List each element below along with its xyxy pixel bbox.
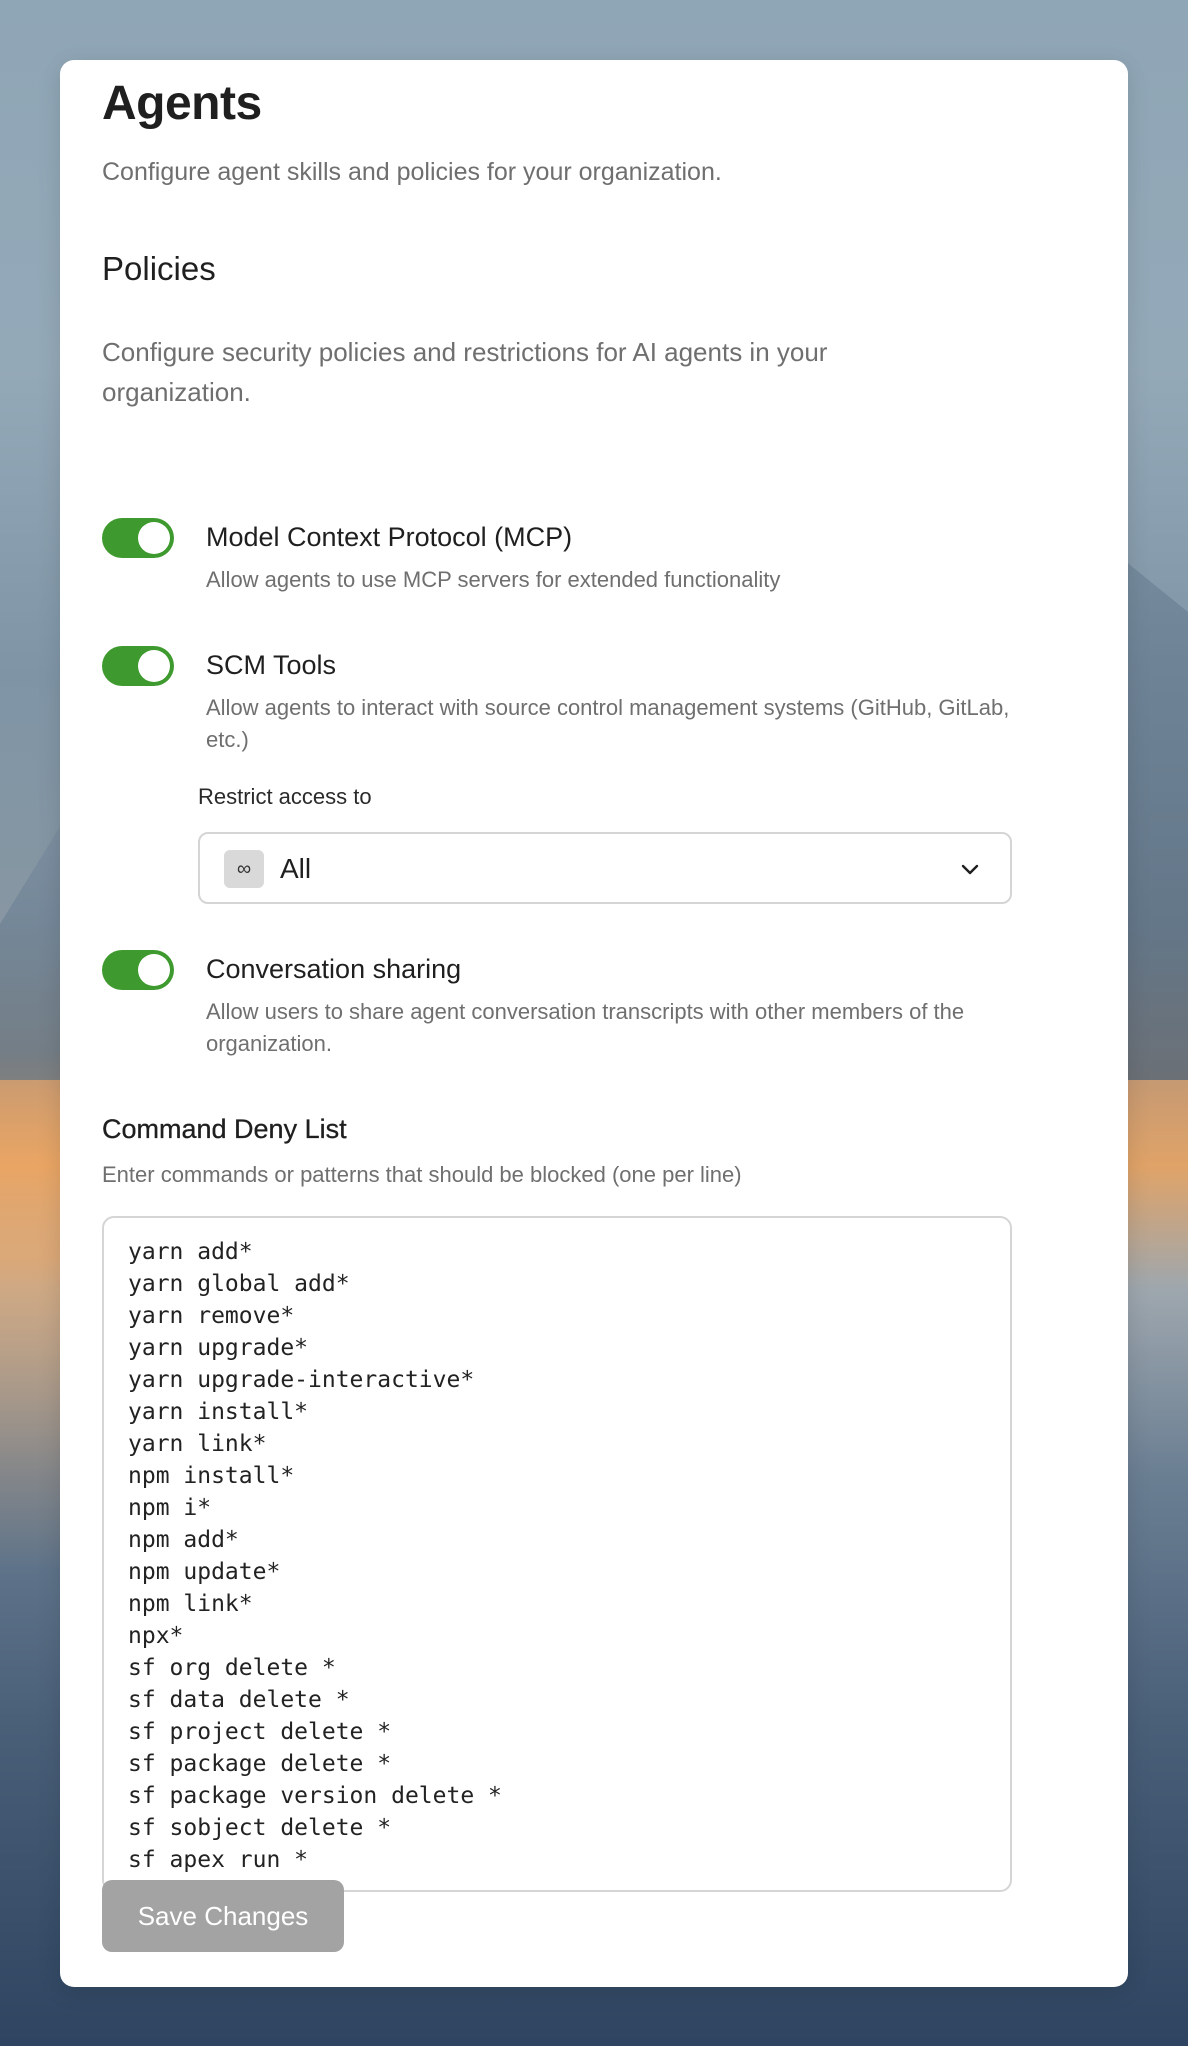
policy-title: Model Context Protocol (MCP) — [206, 522, 573, 552]
policy-description: Allow agents to interact with source control management systems (GitHub, GitLab, etc.) — [206, 695, 1010, 752]
deny-list-textarea[interactable] — [102, 1216, 1012, 1892]
deny-list-line: npm add* — [128, 1527, 239, 1553]
toggle-knob — [138, 522, 170, 554]
deny-list-line: sf sobject delete * — [128, 1815, 392, 1841]
deny-list-line: sf package version delete * — [128, 1783, 502, 1809]
deny-list-line: npm link* — [128, 1591, 253, 1617]
deny-list-description: Enter commands or patterns that should be blocked (one per line) — [102, 1162, 742, 1187]
deny-list-line: yarn remove* — [128, 1303, 295, 1329]
toggle-knob — [138, 954, 170, 986]
chevron-down-icon — [960, 860, 980, 880]
deny-list-line: sf org delete * — [128, 1655, 336, 1681]
conversation-sharing-toggle[interactable] — [102, 950, 174, 990]
deny-list-line: yarn link* — [128, 1431, 267, 1457]
deny-list-line: npm update* — [128, 1559, 281, 1585]
infinity-icon: ∞ — [224, 850, 264, 888]
restrict-access-value: All — [280, 853, 312, 884]
deny-list-line: npx* — [128, 1623, 184, 1649]
save-changes-button[interactable]: Save Changes — [102, 1880, 344, 1952]
page-subtitle: Configure agent skills and policies for your organization. — [102, 158, 722, 186]
toggle-knob — [138, 650, 170, 682]
mcp-toggle[interactable] — [102, 518, 174, 558]
deny-list-line: yarn upgrade* — [128, 1335, 309, 1361]
deny-list-line: yarn global add* — [128, 1271, 350, 1297]
settings-card — [60, 60, 1128, 1987]
policy-description: Allow agents to use MCP servers for extended functionality — [206, 567, 781, 592]
deny-list-line: sf apex run * — [128, 1847, 309, 1873]
deny-list-line: sf project delete * — [128, 1719, 392, 1745]
page-title: Agents — [102, 77, 262, 130]
deny-list-line: sf data delete * — [128, 1687, 350, 1713]
policy-title: SCM Tools — [206, 650, 337, 680]
deny-list-line: yarn add* — [128, 1239, 253, 1265]
deny-list-line: yarn install* — [128, 1399, 309, 1425]
deny-list-line: npm install* — [128, 1463, 295, 1489]
deny-list-line: sf package delete * — [128, 1751, 392, 1777]
policy-description: Allow users to share agent conversation transcripts with other members of the organization. — [206, 999, 965, 1056]
policy-title: Conversation sharing — [206, 954, 462, 984]
scm-tools-toggle[interactable] — [102, 646, 174, 686]
policies-section-title: Policies — [102, 250, 216, 287]
restrict-access-select[interactable] — [198, 832, 1012, 904]
deny-list-line: yarn upgrade-interactive* — [128, 1367, 475, 1393]
deny-list-line: npm i* — [128, 1495, 212, 1521]
policies-section-description: Configure security policies and restrictions for AI agents in your organization. — [102, 337, 828, 407]
restrict-access-label: Restrict access to — [198, 784, 372, 809]
deny-list-title: Command Deny List — [102, 1114, 347, 1144]
